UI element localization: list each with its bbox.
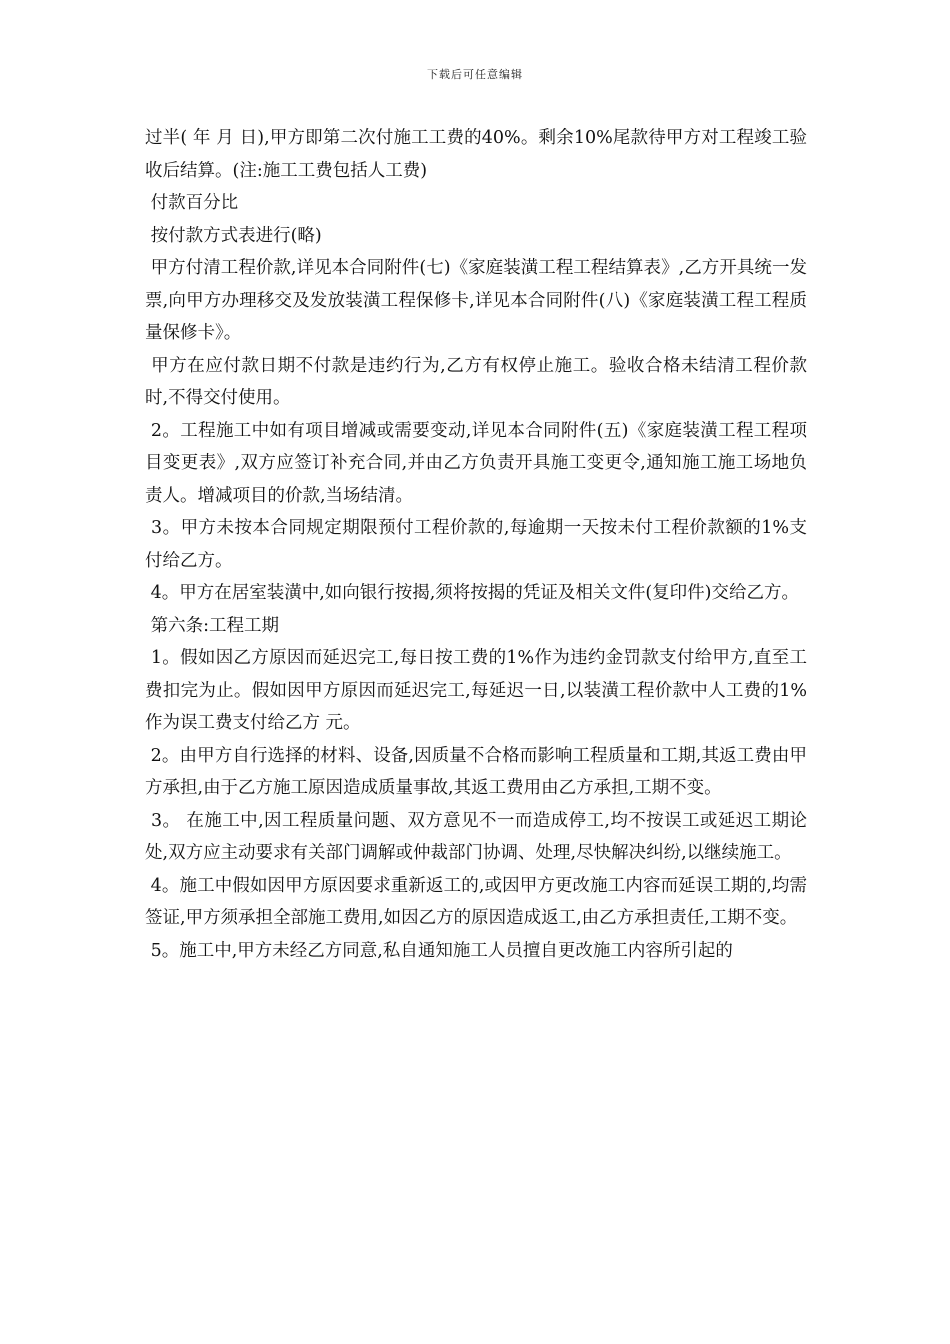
paragraph-article6-item-5: 5。施工中,甲方未经乙方同意,私自通知施工人员擅自更改施工内容所引起的 [145,940,733,961]
paragraph-item-2-changes: 2。工程施工中如有项目增减或需要变动,详见本合同附件(五)《家庭装潢工程工程项目变更表》,双方应签订补充合同,并由乙方负责开具施工变更令,通知施工施工场地负责人。增减项目的价款,当场结清。 [145,420,807,506]
paragraph-payment-second-installment: 过半( 年 月 日),甲方即第二次付施工工费的40%。剩余10%尾款待甲方对工程竣工验收后结算。(注:施工工费包括人工费) [145,128,807,181]
paragraph-item-3-penalty: 3。甲方未按本合同规定期限预付工程价款的,每逾期一天按未付工程价款额的1%支付给乙方。 [145,518,807,571]
paragraph-article6-item-1: 1。假如因乙方原因而延迟完工,每日按工费的1%作为违约金罚款支付给甲方,直至工费扣完为止。假如因甲方原因而延迟完工,每延迟一日,以装潢工程价款中人工费的1%作为误工费支付给乙方 元。 [145,648,807,733]
paragraph-article6-item-3: 3。 在施工中,因工程质量问题、双方意见不一而造成停工,均不按误工或延迟工期论处,双方应主动要求有关部门调解或仲裁部门协调、处理,尽快解决纠纷,以继续施工。 [145,810,807,863]
page-header: 下载后可任意编辑 [427,68,523,81]
paragraph-item-4-mortgage: 4。甲方在居室装潢中,如向银行按揭,须将按揭的凭证及相关文件(复印件)交给乙方。 [145,583,799,603]
document-body [145,122,807,967]
paragraph-late-payment: 甲方在应付款日期不付款是违约行为,乙方有权停止施工。验收合格未结清工程价款时,不得交付使用。 [145,355,807,408]
paragraph-payment-percentage: 付款百分比 [145,193,239,213]
paragraph-final-settlement: 甲方付清工程价款,详见本合同附件(七)《家庭装潢工程工程结算表》,乙方开具统一发票,向甲方办理移交及发放装潢工程保修卡,详见本合同附件(八)《家庭装潢工程工程质量保修卡》。 [145,258,807,343]
paragraph-article6-item-2: 2。由甲方自行选择的材料、设备,因质量不合格而影响工程质量和工期,其返工费由甲方承担,由于乙方施工原因造成质量事故,其返工费用由乙方承担,工期不变。 [145,745,807,798]
section-heading-article-6: 第六条:工程工期 [145,615,279,636]
paragraph-article6-item-4: 4。施工中假如因甲方原因要求重新返工的,或因甲方更改施工内容而延误工期的,均需签证,甲方须承担全部施工费用,如因乙方的原因造成返工,由乙方承担责任,工期不变。 [145,875,807,928]
paragraph-payment-schedule: 按付款方式表进行(略) [145,225,322,246]
